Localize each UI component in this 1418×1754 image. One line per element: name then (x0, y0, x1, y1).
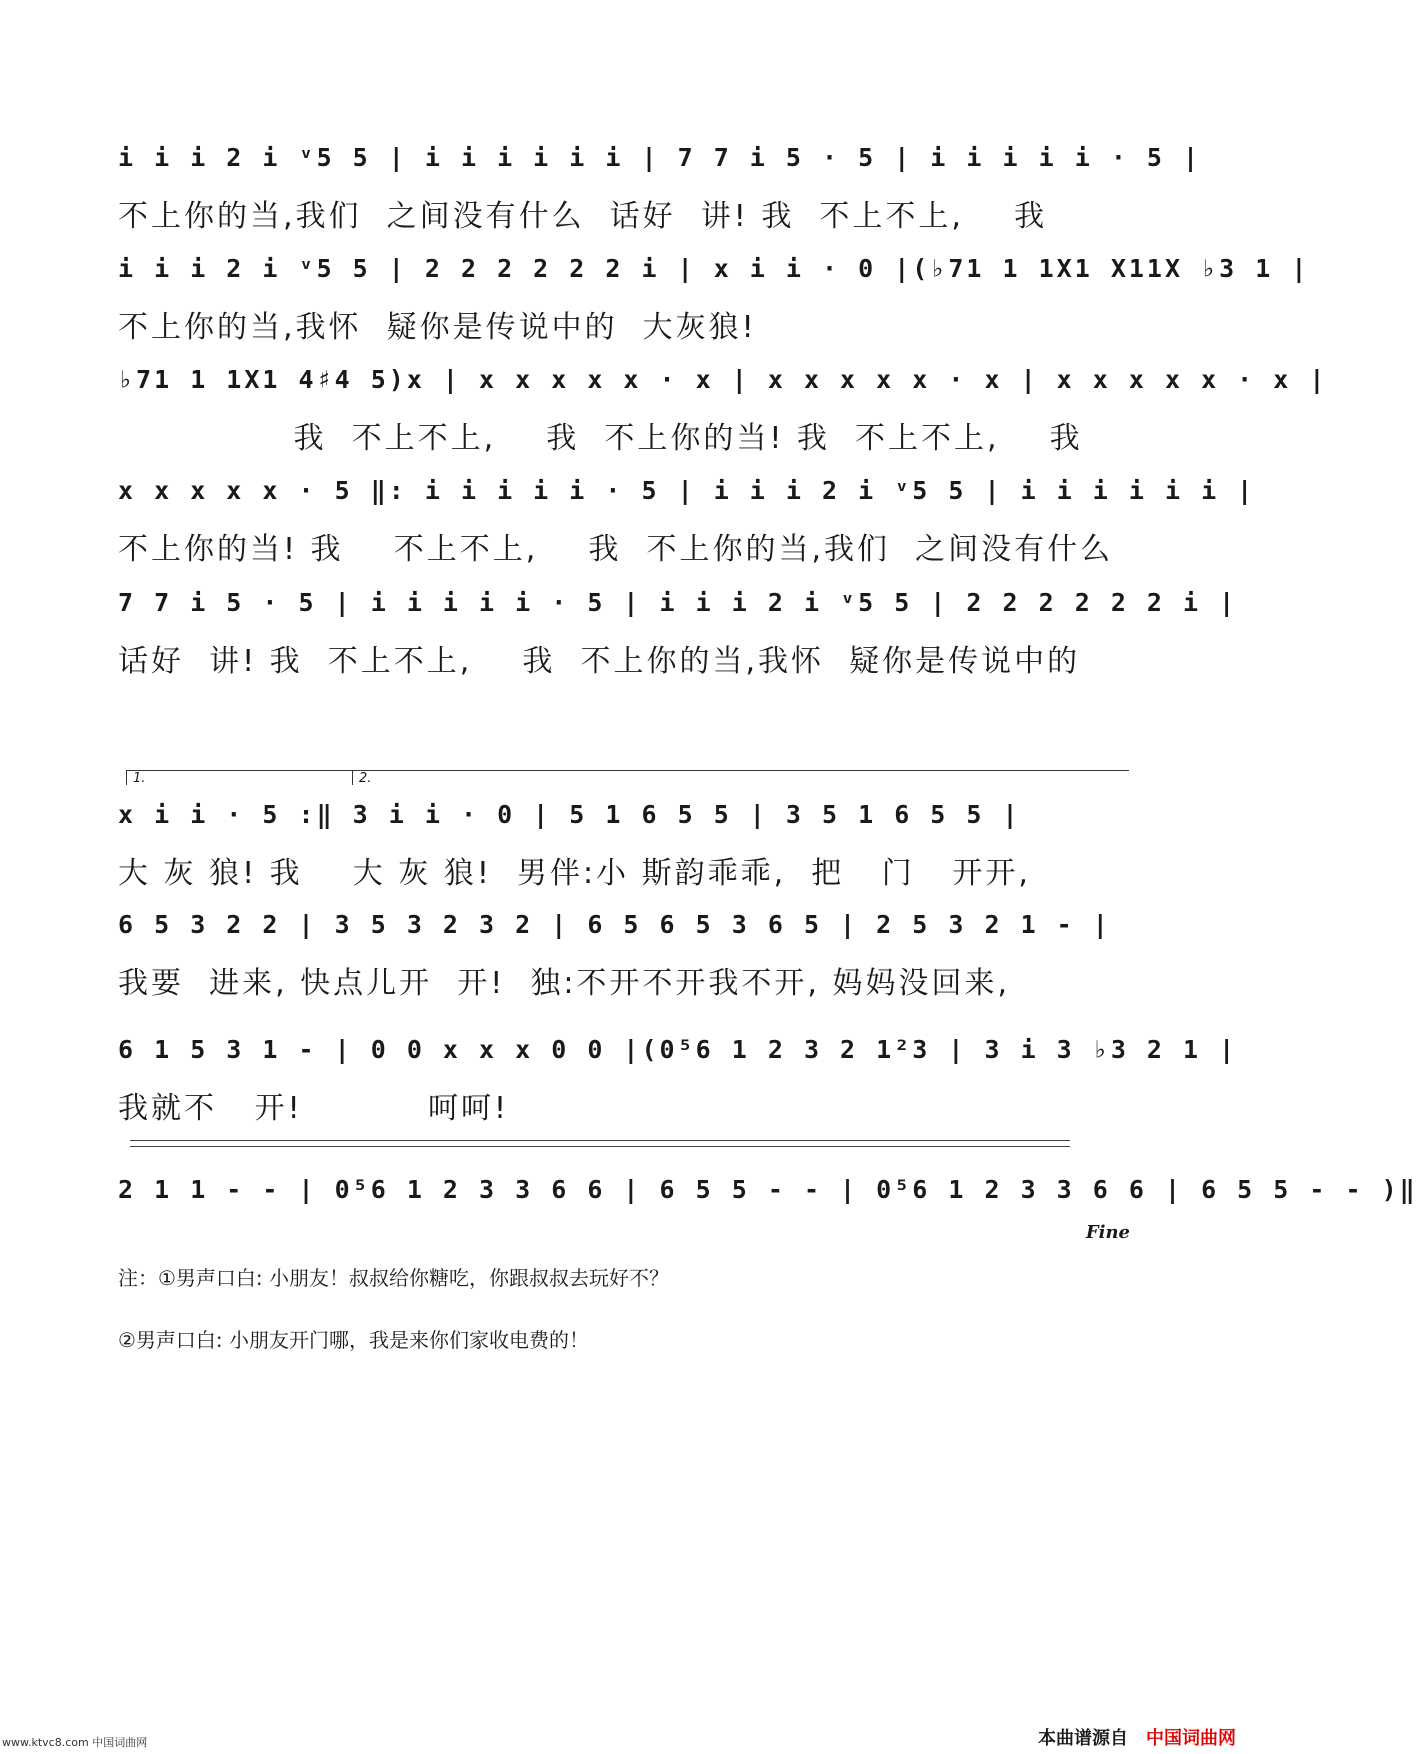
system-4 (118, 476, 1256, 586)
lyric-line: 我要 进来, 快点儿开 开! 独:不开不开我不开, 妈妈没回来, (118, 966, 1011, 1001)
system-2 (118, 254, 1310, 364)
system-7 (118, 910, 1128, 1020)
notation-line: 6 5 3 2 2 | 3 5 3 2 3 2 | 6 5 6 5 3 6 5 | 2 5 3 2 1 - | (118, 910, 1111, 939)
lyric-line: 大 灰 狼! 我 大 灰 狼! 男伴:小 斯韵乖乖, 把 门 开开, (118, 856, 1031, 891)
footer-website: www.ktvc8.com 中国词曲网 (2, 1736, 148, 1749)
notation-line: i i i 2 i ᵛ5 5 | 2 2 2 2 2 2 i | x i i · 0 |(♭71 1 1X1 X11X ♭3 1 | (118, 254, 1310, 283)
footer-source (1038, 1724, 1236, 1750)
volta-first: 1. (126, 770, 353, 785)
notation-line: x x x x x · 5 ‖: i i i i i · 5 | i i i 2 i ᵛ5 5 | i i i i i i | (118, 476, 1256, 505)
lyric-line: 不上你的当,我们 之间没有什么 话好 讲! 我 不上不上, 我 (118, 199, 1048, 234)
notation-line: i i i 2 i ᵛ5 5 | i i i i i i | 7 7 i 5 · 5 | i i i i i · 5 | (118, 143, 1202, 172)
notation-line: 2 1 1 - - | 0⁵6 1 2 3 3 6 6 | 6 5 5 - - | 0⁵6 1 2 3 3 6 6 | 6 5 5 - - )‖ (118, 1175, 1418, 1204)
lyric-line: 不上你的当! 我 不上不上, 我 不上你的当,我们 之间没有什么 (118, 532, 1114, 567)
system-1 (118, 143, 1202, 253)
notation-line: 7 7 i 5 · 5 | i i i i i · 5 | i i i 2 i ᵛ5 5 | 2 2 2 2 2 2 i | (118, 588, 1238, 617)
footer-brand: 中国词曲网 (1146, 1728, 1236, 1749)
divider-bottom (130, 1146, 1070, 1147)
system-3 (118, 365, 1328, 475)
notation-line: 6 1 5 3 1 - | 0 0 x x x 0 0 |(0⁵6 1 2 3 2 1²3 | 3 i 3 ♭3 2 1 | (118, 1035, 1238, 1064)
notation-line: ♭71 1 1X1 4♯4 5)x | x x x x x · x | x x x x x · x | x x x x x · x | (118, 365, 1328, 394)
footer-source-label: 本曲谱源自 (1038, 1728, 1128, 1749)
performance-note-1: 注：①男声口白: 小朋友！叔叔给你糖吃，你跟叔叔去玩好不？ (118, 1266, 670, 1290)
lyric-line: 我 不上不上, 我 不上你的当! 我 不上不上, 我 (118, 421, 1083, 456)
performance-note-2: ②男声口白: 小朋友开门哪，我是来你们家收电费的！ (118, 1328, 590, 1352)
divider-top (130, 1140, 1070, 1141)
fine-mark: Fine (1085, 1222, 1130, 1243)
volta-second: 2. (352, 770, 1129, 785)
lyric-line: 不上你的当,我怀 疑你是传说中的 大灰狼! (118, 310, 757, 345)
lyric-line: 我就不 开! 呵呵! (118, 1091, 510, 1126)
system-5 (118, 588, 1238, 698)
notation-line: x i i · 5 :‖ 3 i i · 0 | 5 1 6 5 5 | 3 5 1 6 5 5 | (118, 800, 1021, 829)
system-8 (118, 1035, 1238, 1145)
lyric-line: 话好 讲! 我 不上不上, 我 不上你的当,我怀 疑你是传说中的 (118, 644, 1081, 679)
system-6 (118, 800, 1128, 910)
